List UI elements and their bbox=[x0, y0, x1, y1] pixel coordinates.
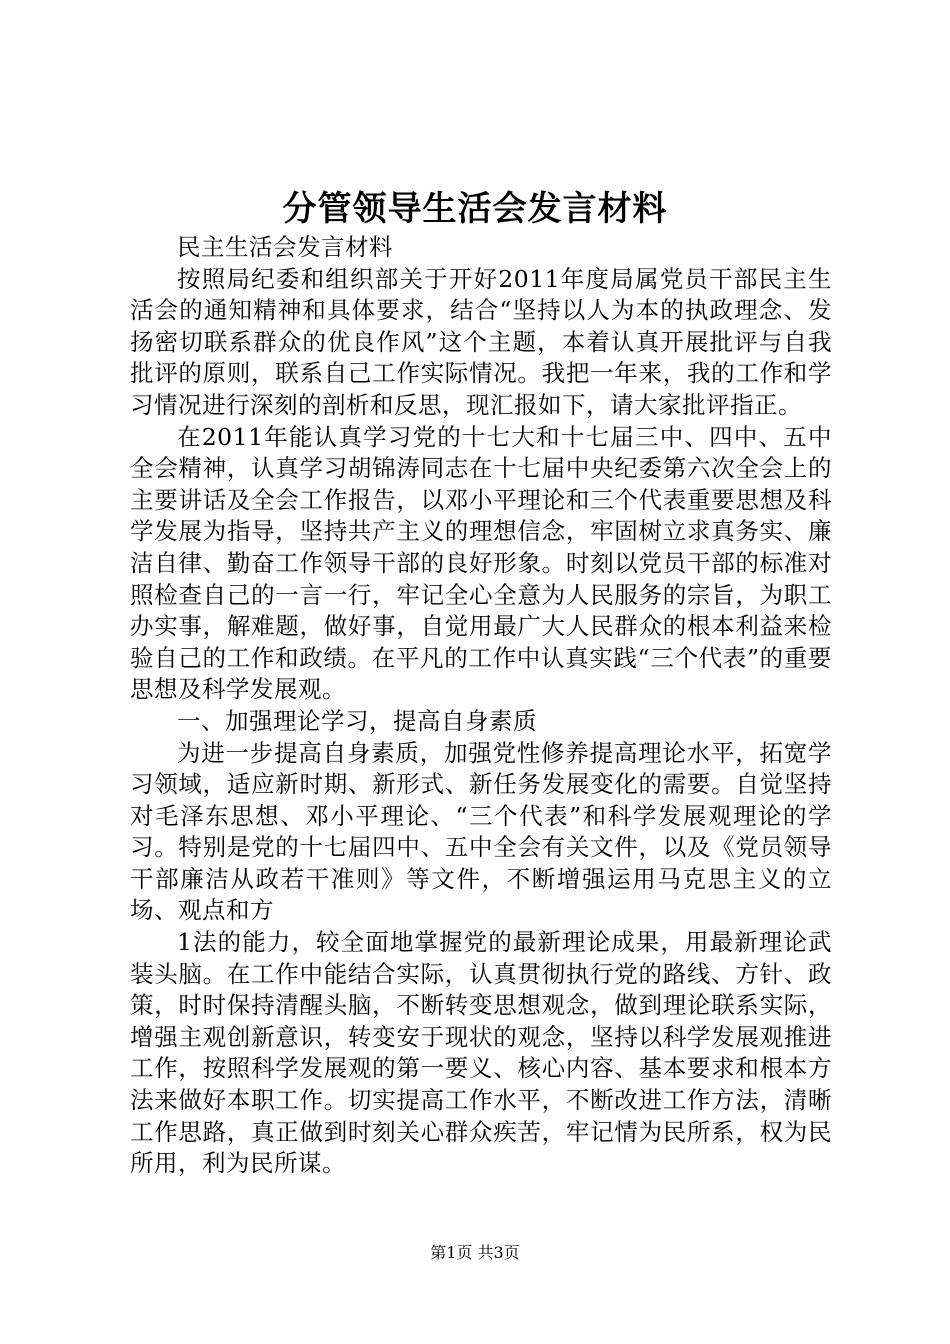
section-heading-1: 一、加强理论学习，提高自身素质 bbox=[177, 706, 537, 735]
document-title: 分管领导生活会发言材料 bbox=[282, 189, 668, 229]
paragraph-theory-application: 1法的能力，较全面地掌握党的最新理论成果，用最新理论武装头脑。在工作中能结合实际，认真贯彻执行党的路线、方针、政策，时时保持清醒头脑，不断转变思想观念，做到理论联系实际，增强主观创新意识，转变安于现状的观念，坚持以科学发展观推进工作，按照科学发展观的第一要义、核心内容、基本要求和根本方法来做好本职工作。切实提高工作水平，不断改进工作方法，清晰工作思路，真正做到时刻关心群众疾苦，牢记情为民所系，权为民所用，利为民所谋。 bbox=[130, 928, 832, 1178]
page-footer: 第1页 共3页 bbox=[430, 1243, 520, 1262]
paragraph-subtitle: 民主生活会发言材料 bbox=[177, 233, 393, 261]
paragraph-study-2011: 在2011年能认真学习党的十七大和十七届三中、四中、五中全会精神，认真学习胡锦涛同志在十七届中央纪委第六次全会上的主要讲话及全会工作报告，以邓小平理论和三个代表重要思想及科学发展为指导，坚持共产主义的理想信念，牢固树立求真务实、廉洁自律、勤奋工作领导干部的良好形象。时刻以党员干部的标准对照检查自己的一言一行，牢记全心全意为人民服务的宗旨，为职工办实事，解难题，做好事，自觉用最广大人民群众的根本利益来检验自己的工作和政绩。在平凡的工作中认真实践“三个代表”的重要思想及科学发展观。 bbox=[130, 422, 832, 704]
paragraph-self-improvement: 为进一步提高自身素质，加强党性修养提高理论水平，拓宽学习领域，适应新时期、新形式、新任务发展变化的需要。自觉坚持对毛泽东思想、邓小平理论、“三个代表”和科学发展观理论的学习。特别是党的十七届四中、五中全会有关文件，以及《党员领导干部廉洁从政若干准则》等文件，不断增强运用马克思主义的立场、观点和方 bbox=[130, 738, 832, 925]
paragraph-intro: 按照局纪委和组织部关于开好2011年度局属党员干部民主生活会的通知精神和具体要求，结合“坚持以人为本的执政理念、发扬密切联系群众的优良作风”这个主题，本着认真开展批评与自我批评的原则，联系自己工作实际情况。我把一年来，我的工作和学习情况进行深刻的剖析和反思，现汇报如下，请大家批评指正。 bbox=[130, 264, 832, 419]
document-body bbox=[130, 232, 832, 1180]
